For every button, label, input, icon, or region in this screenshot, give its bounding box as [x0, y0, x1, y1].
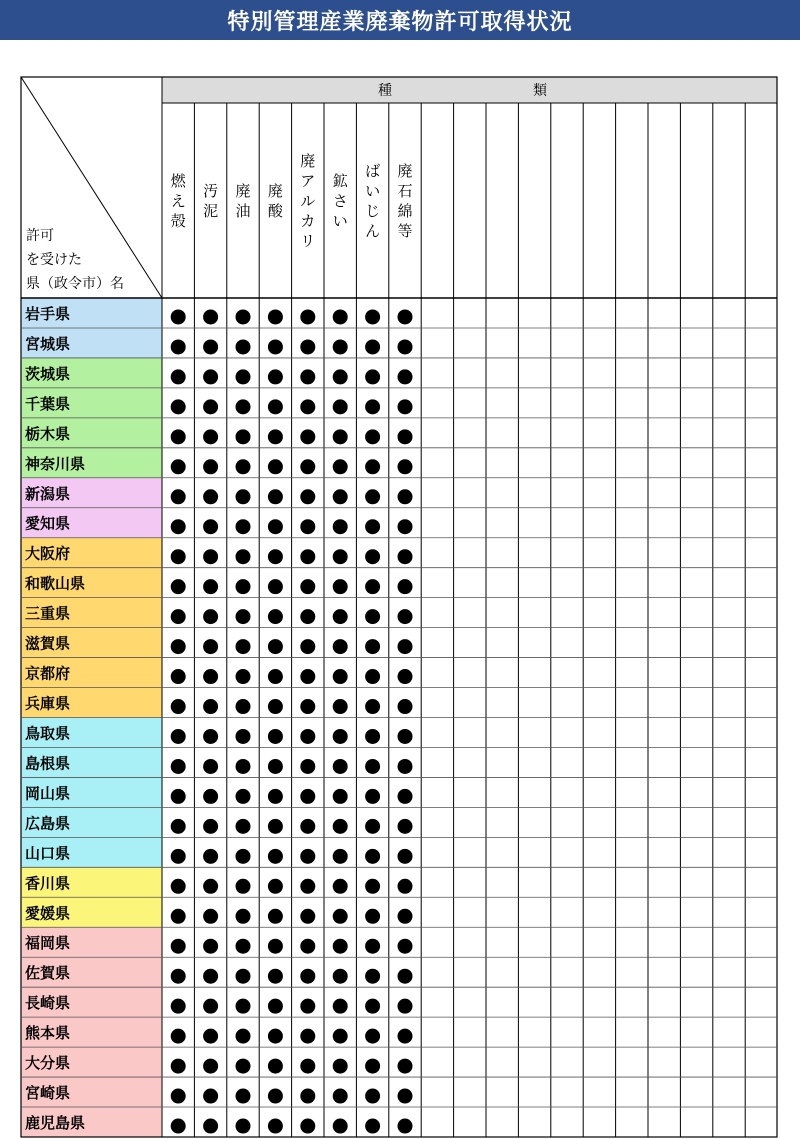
permit-dot [300, 339, 315, 354]
permit-dot [268, 639, 283, 654]
permit-dot [300, 309, 315, 324]
permit-dot [365, 1059, 380, 1074]
permit-dot [268, 339, 283, 354]
prefecture-name: 佐賀県 [25, 964, 71, 983]
permit-dot [171, 909, 186, 924]
permit-dot [398, 1119, 413, 1134]
permit-dot [236, 969, 251, 984]
permit-dot [365, 699, 380, 714]
permit-dot [268, 789, 283, 804]
permit-dot [398, 909, 413, 924]
permit-dot [300, 489, 315, 504]
type-heading-1: 種 [378, 83, 392, 99]
permit-dot [333, 759, 348, 774]
permit-dot [300, 579, 315, 594]
permit-dot [333, 399, 348, 414]
prefecture-name: 愛知県 [25, 514, 71, 533]
prefecture-name: 栃木県 [25, 424, 71, 443]
permit-dot [398, 939, 413, 954]
permit-dot [300, 699, 315, 714]
permit-dot [171, 309, 186, 324]
permit-dot [333, 729, 348, 744]
permit-dot [300, 1059, 315, 1074]
prefecture-name: 島根県 [25, 754, 71, 773]
permit-dot [268, 1119, 283, 1134]
permit-dot [171, 759, 186, 774]
permit-dot [171, 1119, 186, 1134]
permit-dot [333, 1119, 348, 1134]
permit-dot [268, 549, 283, 564]
permit-dot [236, 879, 251, 894]
type-heading-2: 類 [533, 83, 547, 99]
permit-dot [203, 639, 218, 654]
permit-dot [365, 339, 380, 354]
permit-dot [203, 819, 218, 834]
prefecture-name: 岡山県 [25, 784, 71, 803]
permit-dot [333, 939, 348, 954]
permit-dot [203, 609, 218, 624]
permit-dot [333, 879, 348, 894]
permit-dot [333, 309, 348, 324]
permit-dot [203, 669, 218, 684]
permit-dot [171, 399, 186, 414]
permit-dot [300, 759, 315, 774]
permit-dot [236, 1089, 251, 1104]
permit-dot [398, 369, 413, 384]
prefecture-name: 香川県 [25, 874, 71, 893]
permit-dot [333, 369, 348, 384]
permit-dot [203, 549, 218, 564]
permit-dot [171, 729, 186, 744]
permit-dot [398, 759, 413, 774]
permit-dot [203, 1119, 218, 1134]
permit-dot [333, 969, 348, 984]
permit-dot [236, 579, 251, 594]
permit-dot [398, 309, 413, 324]
permit-dot [203, 699, 218, 714]
permit-dot [365, 309, 380, 324]
permit-dot [171, 609, 186, 624]
corner-label: を受けた [26, 252, 82, 268]
permit-dot [365, 579, 380, 594]
permit-dot [268, 459, 283, 474]
permit-dot [365, 1119, 380, 1134]
permit-dot [333, 549, 348, 564]
permit-dot [333, 849, 348, 864]
permit-dot [365, 489, 380, 504]
permit-dot [365, 639, 380, 654]
prefecture-name: 大阪府 [25, 544, 71, 563]
permit-dot [365, 819, 380, 834]
permit-dot [236, 849, 251, 864]
permit-dot [398, 729, 413, 744]
waste-type-label: 燃え殻 [170, 172, 186, 230]
permit-dot [171, 789, 186, 804]
permit-dot [203, 459, 218, 474]
permit-dot [268, 1029, 283, 1044]
permit-dot [236, 489, 251, 504]
prefecture-name: 新潟県 [25, 484, 71, 503]
permit-dot [365, 729, 380, 744]
permit-dot [203, 339, 218, 354]
permit-dot [333, 519, 348, 534]
permit-dot [171, 489, 186, 504]
permit-dot [268, 699, 283, 714]
permit-dot [300, 849, 315, 864]
permit-dot [171, 819, 186, 834]
permit-dot [398, 789, 413, 804]
permit-dot [300, 879, 315, 894]
permit-dot [236, 909, 251, 924]
permit-dot [398, 999, 413, 1014]
permit-dot [171, 549, 186, 564]
permit-dot [203, 909, 218, 924]
permit-dot [171, 969, 186, 984]
permit-dot [236, 939, 251, 954]
permit-dot [300, 459, 315, 474]
prefecture-name: 長崎県 [25, 994, 71, 1013]
permit-dot [365, 519, 380, 534]
permit-dot [300, 609, 315, 624]
permit-dot [171, 639, 186, 654]
permit-dot [365, 879, 380, 894]
permit-dot [236, 999, 251, 1014]
permit-dot [365, 669, 380, 684]
permit-dot [268, 1059, 283, 1074]
permit-dot [365, 1089, 380, 1104]
prefecture-name: 滋賀県 [25, 634, 71, 653]
permit-dot [300, 789, 315, 804]
permit-dot [300, 729, 315, 744]
permit-dot [300, 549, 315, 564]
permit-dot [171, 669, 186, 684]
prefecture-name: 神奈川県 [25, 454, 86, 473]
permit-dot [171, 1089, 186, 1104]
prefecture-name: 千葉県 [25, 394, 71, 413]
permit-dot [300, 1029, 315, 1044]
permit-dot [333, 789, 348, 804]
permit-dot [236, 519, 251, 534]
permit-dot [333, 909, 348, 924]
permit-dot [203, 519, 218, 534]
permit-dot [268, 819, 283, 834]
permit-dot [203, 729, 218, 744]
permit-dot [171, 699, 186, 714]
permit-dot [203, 399, 218, 414]
permit-dot [236, 1059, 251, 1074]
permit-dot [203, 1089, 218, 1104]
permit-dot [203, 369, 218, 384]
permit-dot [365, 429, 380, 444]
permit-dot [333, 669, 348, 684]
permit-dot [365, 1029, 380, 1044]
permit-dot [203, 969, 218, 984]
permit-dot [398, 699, 413, 714]
permit-dot [268, 399, 283, 414]
permit-dot [268, 969, 283, 984]
permit-dot [398, 579, 413, 594]
permit-dot [300, 669, 315, 684]
permit-dot [171, 459, 186, 474]
permit-dot [203, 309, 218, 324]
permit-dot [300, 399, 315, 414]
permit-dot [365, 399, 380, 414]
permit-dot [333, 1089, 348, 1104]
permit-dot [268, 909, 283, 924]
permit-dot [236, 369, 251, 384]
permit-dot [398, 1029, 413, 1044]
permit-dot [236, 699, 251, 714]
permit-dot [398, 489, 413, 504]
prefecture-name: 鹿児島県 [25, 1114, 86, 1133]
permit-dot [171, 429, 186, 444]
prefecture-name: 熊本県 [25, 1024, 71, 1043]
permit-dot [398, 669, 413, 684]
prefecture-name: 大分県 [25, 1054, 71, 1073]
permit-dot [171, 1029, 186, 1044]
waste-type-label: 廃油 [235, 182, 251, 220]
prefecture-name: 兵庫県 [25, 694, 71, 713]
waste-type-label: 廃酸 [267, 182, 283, 220]
permit-dot [268, 609, 283, 624]
permit-dot [236, 669, 251, 684]
permit-dot [236, 639, 251, 654]
permit-dot [365, 999, 380, 1014]
permit-dot [171, 1059, 186, 1074]
permit-dot [236, 819, 251, 834]
permit-dot [333, 639, 348, 654]
permit-dot [398, 969, 413, 984]
permit-dot [236, 609, 251, 624]
permit-dot [300, 519, 315, 534]
permit-dot [300, 1089, 315, 1104]
permit-dot [171, 939, 186, 954]
permit-dot [203, 489, 218, 504]
permit-dot [365, 549, 380, 564]
waste-type-label: 廃石綿等 [397, 162, 413, 240]
permit-dot [203, 759, 218, 774]
permit-dot [268, 669, 283, 684]
permit-dot [300, 999, 315, 1014]
permit-dot [268, 879, 283, 894]
permit-dot [236, 309, 251, 324]
prefecture-name: 広島県 [25, 814, 71, 833]
permit-dot [300, 909, 315, 924]
permit-dot [365, 789, 380, 804]
permit-dot [300, 819, 315, 834]
permit-dot [236, 459, 251, 474]
permit-dot [365, 969, 380, 984]
permit-dot [268, 519, 283, 534]
permit-dot [236, 729, 251, 744]
permit-dot [268, 369, 283, 384]
permit-dot [365, 759, 380, 774]
permit-dot [333, 339, 348, 354]
permit-dot [300, 639, 315, 654]
permit-dot [333, 819, 348, 834]
permit-dot [398, 1059, 413, 1074]
permit-dot [171, 849, 186, 864]
corner-label: 許可 [26, 228, 54, 244]
permit-dot [171, 339, 186, 354]
permit-dot [203, 1029, 218, 1044]
permit-dot [398, 819, 413, 834]
permit-dot [398, 399, 413, 414]
permit-dot [365, 939, 380, 954]
prefecture-name: 京都府 [25, 664, 71, 683]
permit-dot [268, 429, 283, 444]
permit-dot [171, 879, 186, 894]
permit-dot [365, 909, 380, 924]
permit-dot [300, 969, 315, 984]
permit-dot [333, 999, 348, 1014]
permit-dot [203, 879, 218, 894]
permit-dot [203, 789, 218, 804]
prefecture-name: 愛媛県 [25, 904, 71, 923]
permit-dot [398, 519, 413, 534]
permit-dot [268, 999, 283, 1014]
permit-dot [398, 849, 413, 864]
permit-dot [268, 1089, 283, 1104]
prefecture-name: 三重県 [25, 604, 71, 623]
waste-type-label: 鉱さい [332, 172, 348, 230]
permit-dot [203, 849, 218, 864]
waste-type-label: ばいじん [365, 162, 381, 240]
prefecture-name: 宮崎県 [25, 1084, 71, 1103]
permit-dot [236, 1119, 251, 1134]
permit-dot [171, 999, 186, 1014]
permit-dot [203, 1059, 218, 1074]
permit-dot [268, 729, 283, 744]
permit-dot [398, 639, 413, 654]
permit-dot [300, 939, 315, 954]
prefecture-name: 和歌山県 [25, 574, 86, 593]
permit-dot [268, 759, 283, 774]
permit-dot [333, 1059, 348, 1074]
permit-dot [203, 579, 218, 594]
permit-dot [333, 429, 348, 444]
prefecture-name: 鳥取県 [25, 724, 71, 743]
prefecture-name: 岩手県 [25, 304, 71, 323]
prefecture-name: 宮城県 [25, 334, 71, 353]
permit-dot [333, 489, 348, 504]
permit-dot [333, 609, 348, 624]
prefecture-name: 茨城県 [25, 364, 71, 383]
permit-dot [300, 429, 315, 444]
permit-dot [171, 369, 186, 384]
permit-dot [333, 459, 348, 474]
permit-dot [365, 369, 380, 384]
permit-dot [268, 309, 283, 324]
permit-dot [236, 789, 251, 804]
waste-type-label: 廃アルカリ [300, 152, 316, 250]
permit-dot [203, 999, 218, 1014]
permit-dot [365, 849, 380, 864]
prefecture-name: 福岡県 [25, 934, 71, 953]
permit-dot [300, 1119, 315, 1134]
permit-dot [203, 939, 218, 954]
permit-dot [398, 549, 413, 564]
permit-dot [236, 429, 251, 444]
permit-dot [398, 459, 413, 474]
permit-dot [398, 339, 413, 354]
permit-dot [268, 939, 283, 954]
waste-type-label: 汚泥 [203, 182, 219, 220]
permit-dot [365, 609, 380, 624]
permit-dot [300, 369, 315, 384]
page-title: 特別管理産業廃棄物許可取得状況 [0, 0, 800, 40]
permit-dot [268, 579, 283, 594]
permit-dot [365, 459, 380, 474]
permit-dot [236, 1029, 251, 1044]
permit-dot [236, 759, 251, 774]
permit-dot [333, 1029, 348, 1044]
permit-dot [236, 339, 251, 354]
permit-dot [268, 849, 283, 864]
permit-dot [333, 579, 348, 594]
header-band [162, 77, 777, 103]
permit-dot [398, 609, 413, 624]
permit-dot [236, 549, 251, 564]
permit-dot [236, 399, 251, 414]
permit-dot [171, 519, 186, 534]
permit-dot [203, 429, 218, 444]
prefecture-name: 山口県 [25, 844, 71, 863]
permit-dot [398, 1089, 413, 1104]
corner-label: 県（政令市）名 [26, 276, 124, 292]
permit-dot [268, 489, 283, 504]
permit-dot [398, 879, 413, 894]
permit-dot [398, 429, 413, 444]
permit-dot [333, 699, 348, 714]
permit-dot [171, 579, 186, 594]
